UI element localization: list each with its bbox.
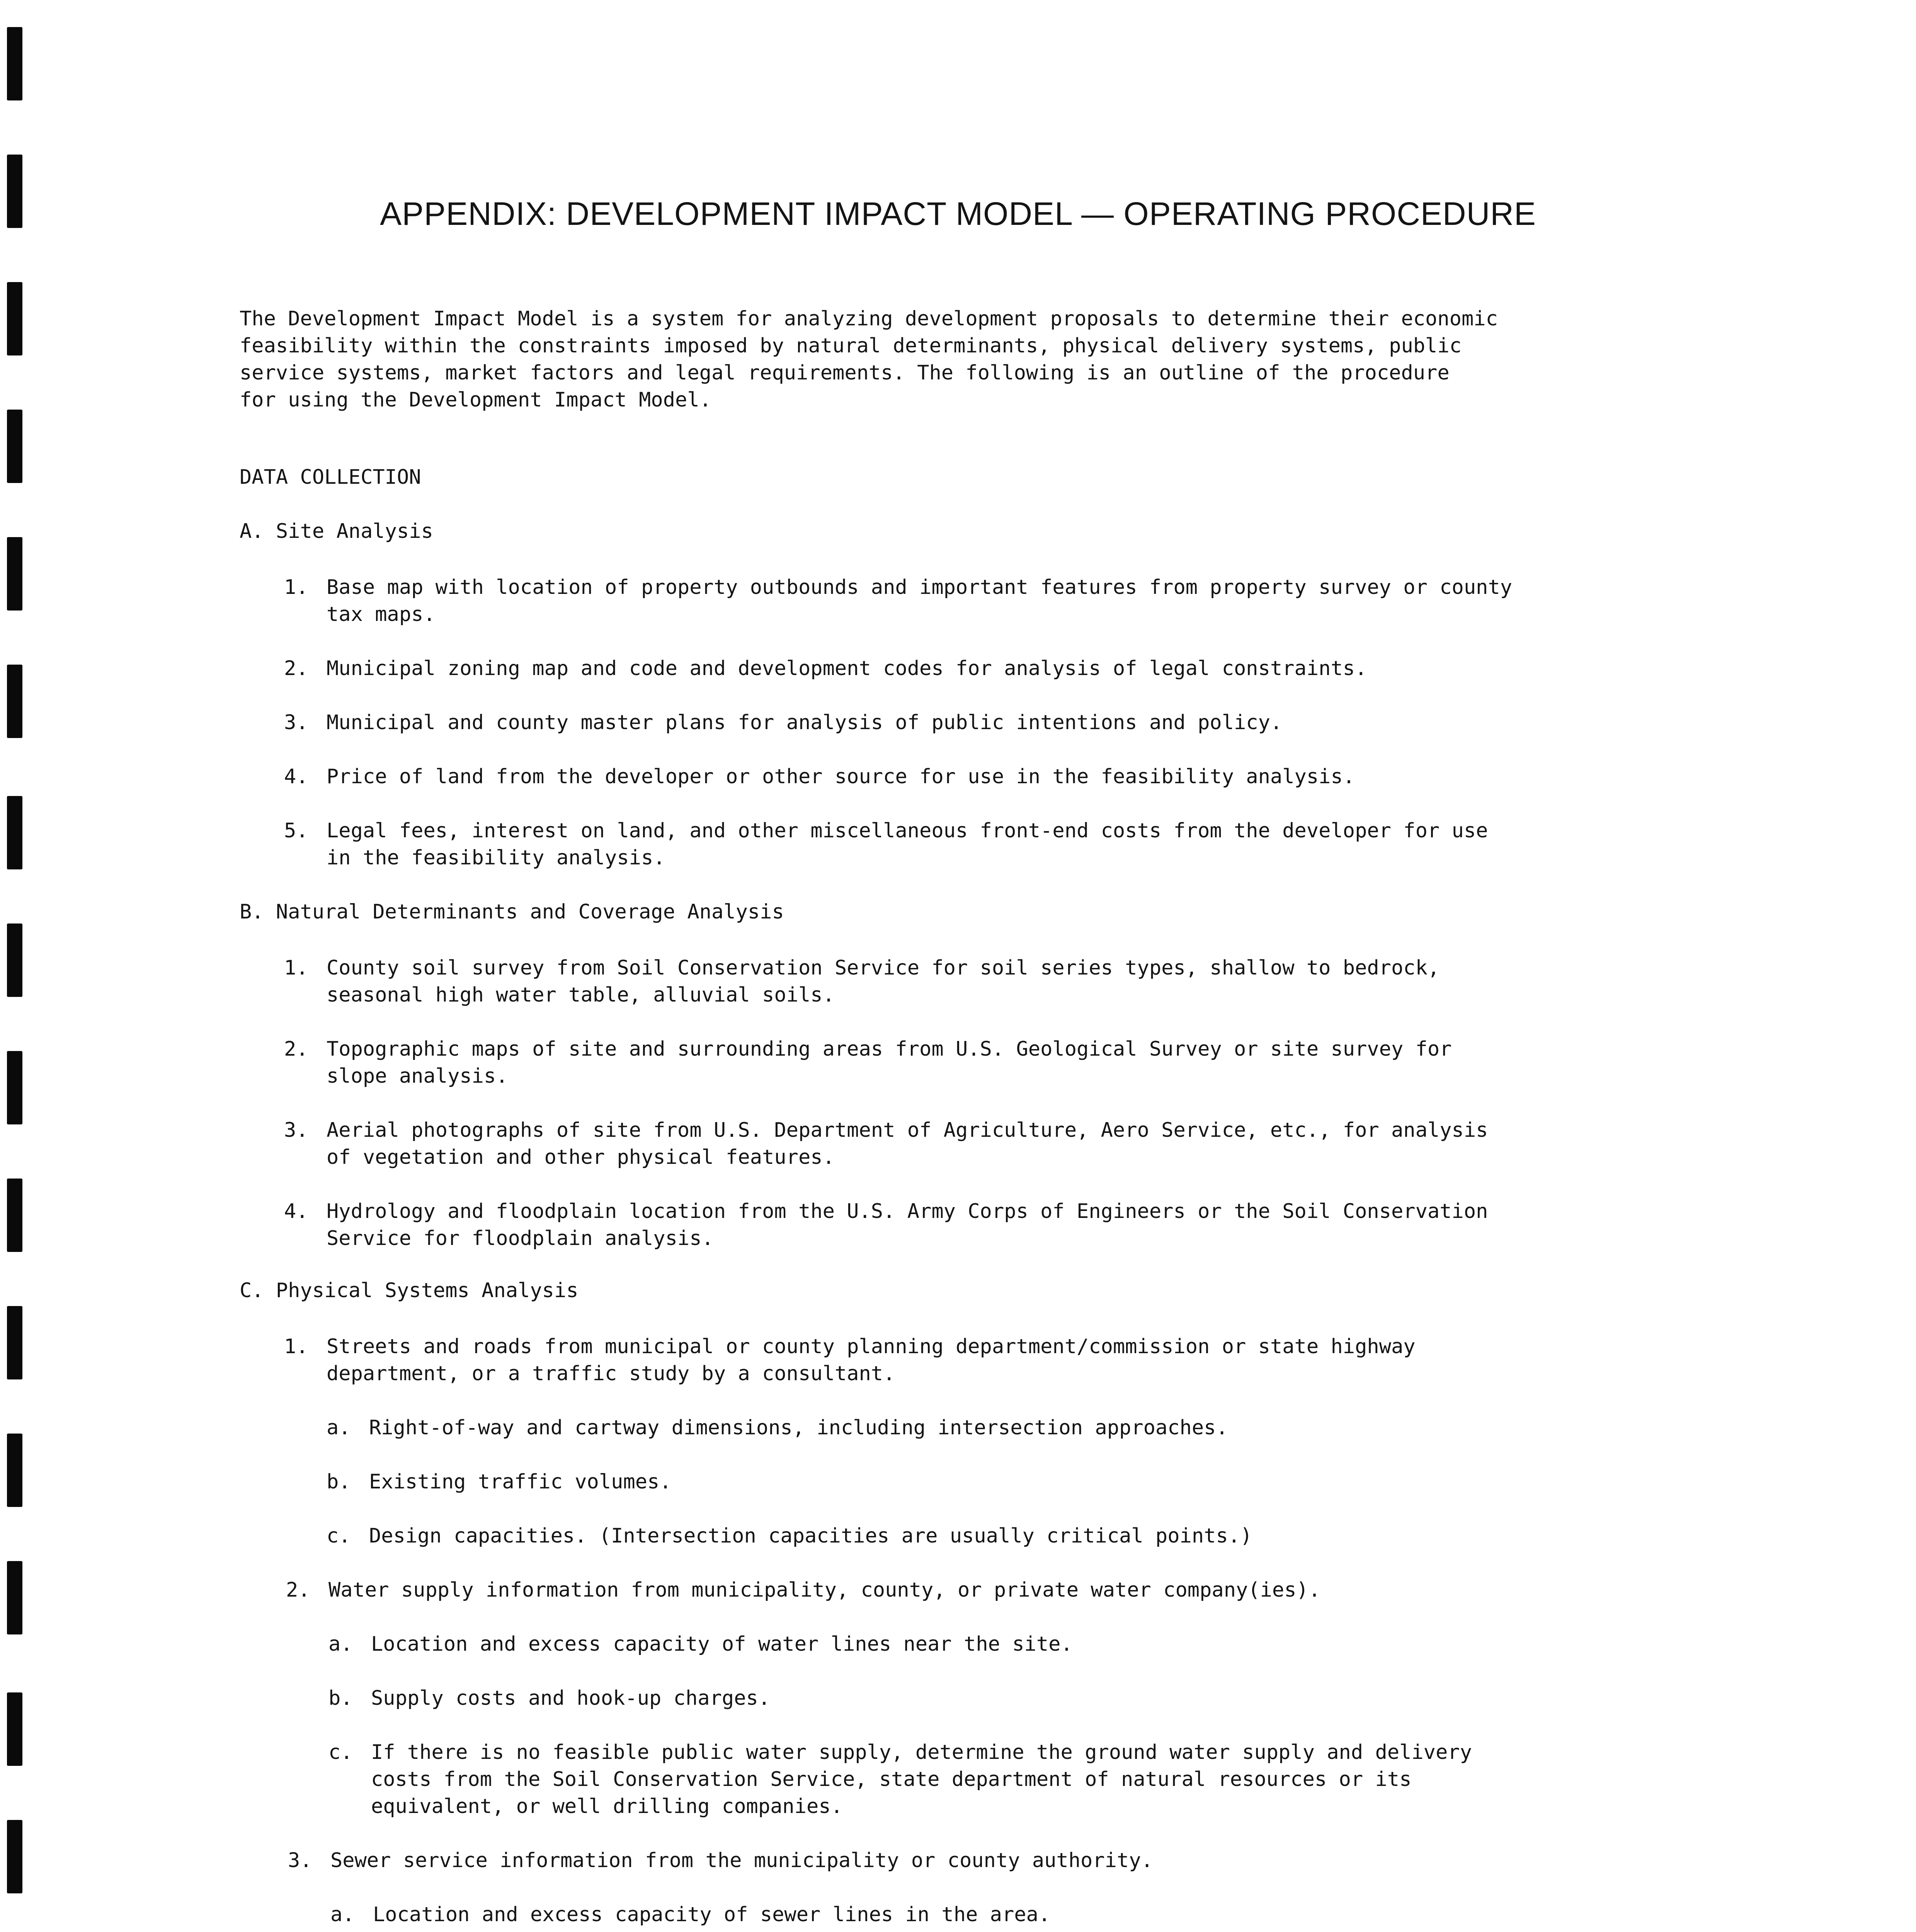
list-item — [327, 1414, 1772, 1441]
item-text: Aerial photographs of site from U.S. Department of Agriculture, Aero Service, etc., for analysis of vegetation and other physical features. — [327, 1119, 1488, 1169]
item-text: Municipal and county master plans for analysis of public intentions and policy. — [327, 711, 1283, 734]
list-item — [284, 1117, 1772, 1171]
item-number: 5. — [284, 819, 308, 842]
item-text: Legal fees, interest on land, and other miscellaneous front-end costs from the developer for use in the feasibility analysis. — [327, 819, 1488, 869]
list-item — [284, 1198, 1772, 1252]
subsection-heading-a: A. Site Analysis — [240, 520, 433, 543]
list-item — [286, 1577, 1772, 1604]
item-text: Hydrology and floodplain location from the U.S. Army Corps of Engineers or the Soil Conservation Service for floodplain analysis. — [327, 1200, 1488, 1250]
list-item — [284, 817, 1772, 871]
item-text: Municipal zoning map and code and development codes for analysis of legal constraints. — [327, 657, 1367, 680]
item-number: 3. — [284, 711, 308, 734]
list-item — [327, 1468, 1772, 1495]
item-text: Existing traffic volumes. — [369, 1470, 672, 1493]
item-text: Supply costs and hook-up charges. — [371, 1687, 771, 1710]
list-item — [288, 1847, 1772, 1874]
intro-paragraph: The Development Impact Model is a system for analyzing development proposals to determine their economic feasibility within the constraints imposed by natural determinants, physical delivery systems, public service systems, market factors and legal requirements. The following is an outline of the procedure for using the Development Impact Model. — [240, 307, 1498, 412]
list-item — [284, 709, 1772, 736]
section-heading: DATA COLLECTION — [240, 466, 421, 489]
list-item — [284, 655, 1772, 682]
item-number: 1. — [284, 1335, 308, 1358]
item-text: Right-of-way and cartway dimensions, including intersection approaches. — [369, 1416, 1228, 1439]
item-number: c. — [328, 1741, 353, 1764]
list-item — [284, 1333, 1772, 1387]
list-item — [284, 574, 1772, 628]
item-number: 1. — [284, 576, 308, 599]
item-text: Location and excess capacity of water lines near the site. — [371, 1633, 1073, 1656]
item-number: a. — [327, 1416, 351, 1439]
subsection-heading-b: B. Natural Determinants and Coverage Analysis — [240, 900, 784, 923]
item-text: Water supply information from municipality, county, or private water company(ies). — [328, 1578, 1321, 1602]
item-text: If there is no feasible public water supply, determine the ground water supply and delivery costs from the Soil Conservation Service, state department of natural resources or its equivalent, or well drilling companies. — [371, 1741, 1472, 1818]
list-item — [284, 954, 1772, 1009]
item-text: Base map with location of property outbounds and important features from property survey or county tax maps. — [327, 576, 1513, 626]
subsection-heading-c: C. Physical Systems Analysis — [240, 1279, 579, 1302]
list-item — [284, 1036, 1772, 1090]
item-text: County soil survey from Soil Conservation Service for soil series types, shallow to bedrock, seasonal high water table, alluvial soils. — [327, 956, 1440, 1007]
item-text: Topographic maps of site and surrounding areas from U.S. Geological Survey or site survey for slope analysis. — [327, 1037, 1452, 1088]
item-number: c. — [327, 1524, 351, 1548]
item-number: 2. — [284, 1037, 308, 1061]
list-item — [328, 1739, 1772, 1820]
item-number: b. — [327, 1470, 351, 1493]
item-number: 3. — [288, 1849, 312, 1872]
item-number: 4. — [284, 1200, 308, 1223]
item-number: 2. — [284, 657, 308, 680]
list-item — [327, 1522, 1772, 1549]
item-number: 4. — [284, 765, 308, 788]
item-text: Price of land from the developer or other source for use in the feasibility analysis. — [327, 765, 1355, 788]
item-number: 1. — [284, 956, 308, 980]
item-text: Design capacities. (Intersection capacities are usually critical points.) — [369, 1524, 1252, 1548]
item-text: Streets and roads from municipal or county planning department/commission or state highway department, or a traffic study by a consultant. — [327, 1335, 1416, 1385]
item-number: 2. — [286, 1578, 310, 1602]
item-number: a. — [328, 1633, 353, 1656]
item-number: b. — [328, 1687, 353, 1710]
item-number: a. — [330, 1903, 355, 1926]
list-item — [328, 1631, 1772, 1658]
item-number: 3. — [284, 1119, 308, 1142]
page-title: APPENDIX: DEVELOPMENT IMPACT MODEL — OPERATING PROCEDURE — [380, 196, 1536, 232]
list-item — [328, 1685, 1772, 1712]
item-text: Sewer service information from the municipality or county authority. — [330, 1849, 1153, 1872]
list-item — [330, 1901, 1772, 1928]
item-text: Location and excess capacity of sewer lines in the area. — [373, 1903, 1051, 1926]
list-item — [284, 763, 1772, 790]
